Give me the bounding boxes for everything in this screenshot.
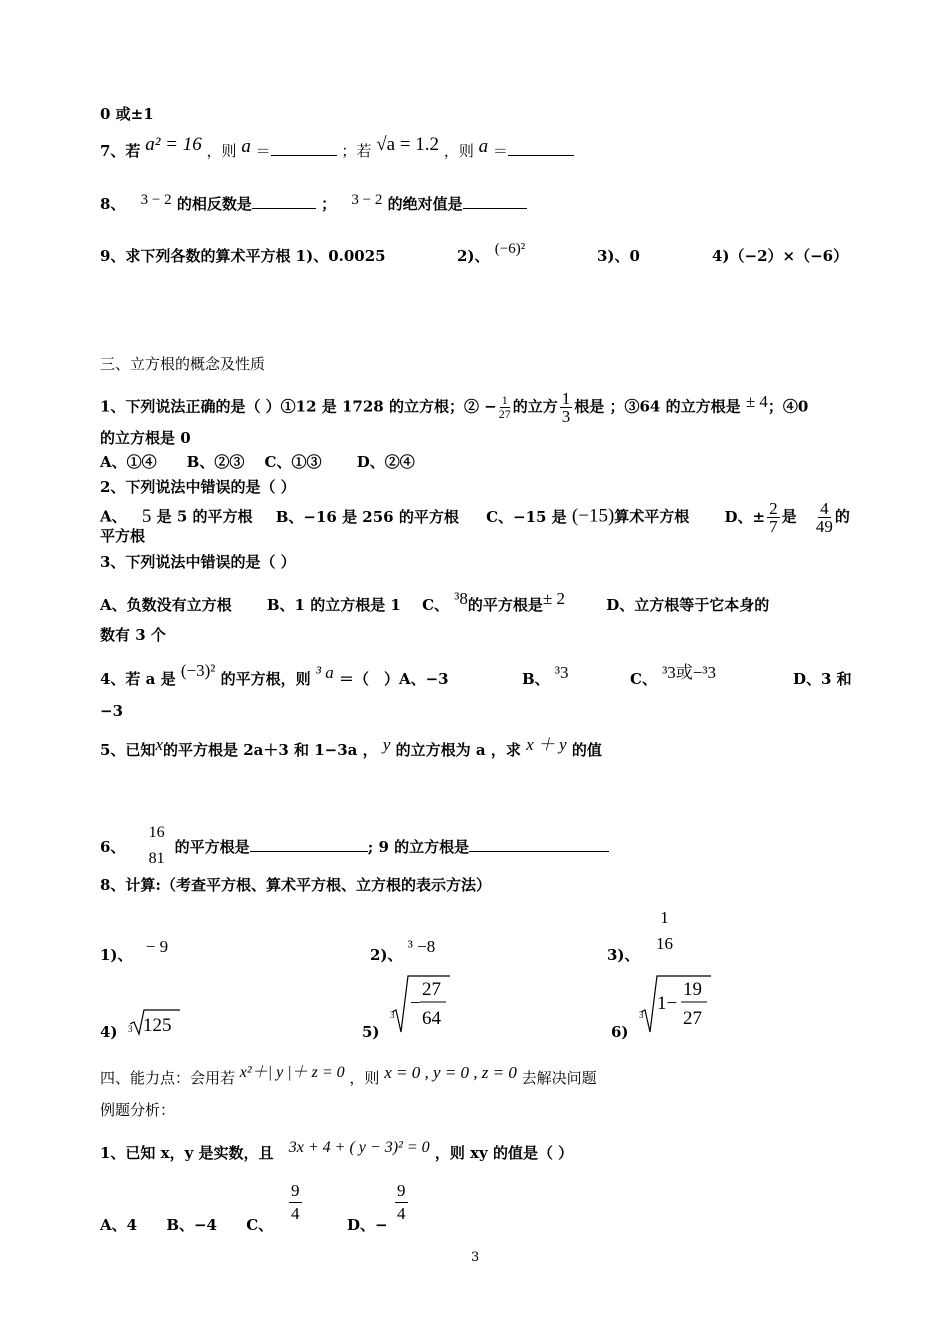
- s3q6-text-b: 的平方根是: [174, 838, 250, 856]
- calc-5-minus: −: [410, 993, 421, 1014]
- ex1-opt-b: B、−4: [166, 1216, 217, 1234]
- s3q2-fraction-d: [767, 500, 780, 535]
- calc-2-expr: ³ −8: [407, 937, 436, 956]
- q8-expression-1: 3 − 2: [140, 192, 172, 208]
- calc-6-den: 27: [683, 1008, 702, 1029]
- sec4-conditions: x = 0 , y = 0 , z = 0: [384, 1063, 517, 1082]
- s3q2-opt-e-text: 的: [834, 507, 850, 526]
- ex1-opt-c: C、: [246, 1216, 274, 1234]
- s3q3-opt-c-expr: ³8: [454, 589, 468, 608]
- s3q2-e-num: 4: [820, 499, 829, 518]
- q8-answer-blank-1[interactable]: [252, 194, 316, 209]
- calc-6-root-index: 3: [639, 1010, 644, 1020]
- s3q2-line-2: 平方根: [100, 527, 146, 545]
- s3q3-opt-c: C、: [422, 596, 450, 614]
- s3q1-fraction-1: [499, 394, 511, 421]
- s3q6-answer-blank-1[interactable]: [250, 837, 368, 852]
- s3q6-text-c: ; 9 的立方根是: [367, 838, 470, 856]
- s3q1-text-a: 1、下列说法正确的是（ ）①12 是 1728 的立方根；② −: [100, 397, 497, 416]
- q8-number: 8、: [100, 195, 126, 213]
- question-7: [100, 134, 574, 161]
- s3-question-4: [100, 661, 449, 689]
- s3q1-f1-den: 27: [498, 407, 511, 421]
- calc-5-label: 5): [362, 1023, 380, 1041]
- q8-sep: ；: [321, 195, 337, 213]
- s3q3-opt-d: D、立方根等于它本身的: [606, 596, 770, 614]
- s3q1-fraction-2: [560, 390, 573, 425]
- example-1-options: [100, 1215, 273, 1235]
- q9-part-2-expression: (−6)²: [494, 241, 526, 257]
- s3q2-options: [100, 500, 850, 535]
- sec4-text-c: 去解决问题: [521, 1069, 597, 1087]
- s3q6-number: 6、: [100, 838, 126, 856]
- calc-5-num: 27: [422, 979, 441, 1000]
- sec4-text-b: ，则: [349, 1069, 380, 1087]
- s3q4-line-2: −3: [100, 702, 124, 720]
- s3q4-opt-b: [522, 663, 569, 689]
- q7-eq-sign: ＝: [255, 142, 271, 160]
- s3q1-line-2: 的立方根是 0: [100, 429, 191, 447]
- s3q6-den: 81: [148, 850, 165, 867]
- calc-6-label: 6): [611, 1023, 629, 1041]
- s3q1-options: A、①④ B、②③ C、①③ D、②④: [100, 453, 415, 471]
- s3q3-line-2: 数有 3 个: [100, 626, 166, 644]
- q7-eq-sign-2: ＝: [492, 142, 508, 160]
- calc-5-den: 64: [422, 1008, 441, 1029]
- s3q1-pm-4: ± 4: [745, 391, 768, 411]
- s3-question-3: 3、下列说法中错误的是（ ）: [100, 553, 296, 571]
- ex1-text-b: ，则 xy 的值是（ ）: [434, 1144, 574, 1162]
- s3q4-expr: (−3)²: [180, 661, 216, 680]
- calc-3-label: 3)、: [607, 946, 640, 964]
- s3q6-num: 16: [148, 824, 165, 841]
- ex1-opt-d: D、−: [347, 1216, 388, 1234]
- q9-part-4: 4)（−2）×（−6）: [712, 247, 849, 265]
- s3q6-fraction: [147, 820, 167, 872]
- s3q2-e-den: 49: [815, 517, 833, 536]
- calc-6: [611, 1022, 629, 1042]
- s3q3-opt-a: A、负数没有立方根: [100, 596, 232, 614]
- s3q3-opt-c-pm: ± 2: [542, 589, 566, 608]
- s3q4-opt-c-expr: ³3或−³3: [662, 663, 716, 682]
- calc-2: [370, 937, 436, 965]
- s3q2-opt-a-expr: 5: [141, 505, 152, 527]
- s3q3-options: [100, 589, 770, 615]
- q7-text-if: ；若: [341, 142, 372, 160]
- calc-4-cube-root: [124, 1006, 184, 1036]
- s3q5-text-b: 的平方根是 2a＋3 和 1−3a ，: [162, 741, 378, 759]
- s3q6-answer-blank-2[interactable]: [469, 837, 609, 852]
- calc-5-cube-root: [384, 972, 454, 1036]
- s3-question-5: [100, 735, 602, 760]
- q9-part-3: 3)、0: [597, 247, 640, 265]
- calc-3-den: 16: [656, 934, 673, 953]
- example-1: [100, 1139, 574, 1164]
- calc-5: [362, 1022, 380, 1042]
- q7-number: 7、若: [100, 142, 141, 160]
- ex1-text-a: 1、已知 x，y 是实数，且: [100, 1144, 274, 1162]
- s3q2-d-num: 2: [769, 499, 778, 518]
- q7-text-then: ，则: [206, 142, 237, 160]
- calc-4: [100, 1022, 118, 1042]
- s3q2-opt-c-text: 算术平方根: [614, 507, 690, 526]
- q7-equation-2: √a = 1.2: [376, 134, 440, 155]
- calc-3: [607, 945, 640, 965]
- s3q2-opt-b: B、−16 是 256 的平方根: [275, 507, 459, 526]
- ex1-opt-d-den: 4: [397, 1204, 406, 1223]
- s3q4-opt-b-expr: ³3: [554, 663, 569, 682]
- calc-1: [100, 937, 169, 965]
- ex1-opt-a: A、4: [100, 1216, 138, 1234]
- s3q5-var-y: y: [382, 735, 391, 754]
- s3q2-fraction-e: [816, 500, 833, 535]
- s3q1-text-b: 的立方: [512, 397, 558, 416]
- sec4-expr: x²＋| y |＋ z = 0: [239, 1064, 345, 1081]
- s3q1-text-c: 根是 ；③64 的立方根是: [574, 397, 741, 416]
- s3q5-expr-xy: x ＋ y: [526, 735, 567, 754]
- q7-text-then-2: ，则: [443, 142, 474, 160]
- ex1-opt-c-fraction: [289, 1180, 302, 1225]
- calc-6-prefix: 1−: [657, 993, 678, 1014]
- calc-2-label: 2)、: [370, 946, 403, 964]
- s3q2-opt-a: A、: [100, 507, 127, 526]
- q8-text-opposite: 的相反数是: [176, 195, 252, 213]
- s3q4-opt-c-label: C、: [630, 670, 657, 688]
- ex1-opt-d-num: 9: [395, 1180, 408, 1203]
- s3q1-text-d: ；④0: [767, 397, 809, 416]
- q7-answer-blank-2[interactable]: [508, 141, 574, 156]
- s3q2-opt-c: C、−15 是: [486, 507, 567, 526]
- q9-part-2: [457, 241, 526, 267]
- calc-1-label: 1)、: [100, 946, 133, 964]
- calc-3-fraction: [656, 905, 673, 957]
- s3q3-opt-b: B、1 的立方根是 1: [266, 596, 401, 614]
- calc-1-expr: − 9: [145, 937, 169, 956]
- s3q1-f2-num: 1: [561, 389, 571, 408]
- ex1-opt-c-num: 9: [289, 1180, 302, 1203]
- s3q2-opt-c-expr: (−15): [571, 505, 615, 527]
- q9-part-2-label: 2)、: [457, 247, 490, 265]
- calc-6-num: 19: [683, 979, 702, 1000]
- question-8: [100, 194, 527, 215]
- s3q4-opt-d: D、3 和: [793, 670, 852, 688]
- calc-5-root-index: 3: [390, 1010, 395, 1020]
- calc-3-num: 1: [660, 908, 669, 927]
- s3-question-2: 2、下列说法中错误的是（ ）: [100, 478, 296, 496]
- q8-text-abs: 的绝对值是: [387, 195, 463, 213]
- s3-question-6: [100, 822, 609, 874]
- s3q2-d-den: 7: [769, 517, 778, 536]
- s3-question-1: [100, 390, 808, 425]
- s3q4-text-a: 4、若 a 是: [100, 670, 176, 688]
- page-number: 3: [471, 1250, 480, 1265]
- q9-text: 9、求下列各数的算术平方根 1)、0.0025: [100, 247, 386, 265]
- question-9: [100, 246, 386, 266]
- ex1-opt-c-den: 4: [291, 1204, 300, 1223]
- calc-4-radicand: 125: [143, 1015, 172, 1036]
- sec4-text-a: 四、能力点：会用若: [100, 1069, 236, 1087]
- s3q5-var-x: x: [155, 735, 163, 754]
- q7-var-a: a: [241, 136, 251, 157]
- section-4-heading: [100, 1063, 597, 1089]
- section-3-heading: 三、立方根的概念及性质: [100, 355, 266, 373]
- s3q1-f2-den: 3: [561, 407, 571, 426]
- q8-answer-blank-2[interactable]: [463, 194, 527, 209]
- ex1-expr: 3x + 4 + ( y − 3)² = 0: [288, 1139, 430, 1156]
- s3q1-f1-num: 1: [501, 393, 508, 407]
- s3q2-opt-d-text: 是: [781, 507, 797, 526]
- s3q2-opt-a-text: 是 5 的平方根: [156, 507, 253, 526]
- s3q4-cube-a: ³ a: [315, 663, 334, 682]
- s3q4-text-c: ＝（ ）A、−3: [338, 670, 449, 688]
- calc-4-root-index: 3: [128, 1024, 133, 1034]
- line-answer-fragment: 0 或±1: [100, 105, 154, 123]
- example-heading: 例题分析：: [100, 1101, 176, 1119]
- ex1-opt-d-fraction: [395, 1180, 408, 1225]
- calc-5-radical: [392, 976, 450, 1032]
- q7-answer-blank-1[interactable]: [271, 141, 337, 156]
- q7-var-a-2: a: [478, 136, 489, 157]
- s3q5-text-d: 的值: [571, 741, 602, 759]
- s3q3-opt-c-text: 的平方根是: [467, 596, 543, 614]
- q8-expression-2: 3 − 2: [351, 192, 383, 208]
- s3q2-opt-d: D、±: [724, 507, 766, 526]
- s3q4-opt-b-label: B、: [522, 670, 550, 688]
- s3-question-8: 8、计算:（考查平方根、算术平方根、立方根的表示方法）: [100, 876, 491, 894]
- calc-6-cube-root: [633, 972, 715, 1036]
- s3q4-text-b: 的平方根，则: [220, 670, 311, 688]
- q7-equation-1: a² = 16: [145, 134, 202, 155]
- s3q5-text-a: 5、已知: [100, 741, 156, 759]
- calc-4-label: 4): [100, 1023, 118, 1041]
- s3q5-text-c: 的立方根为 a ，求: [395, 741, 521, 759]
- s3q4-opt-c: [630, 663, 716, 689]
